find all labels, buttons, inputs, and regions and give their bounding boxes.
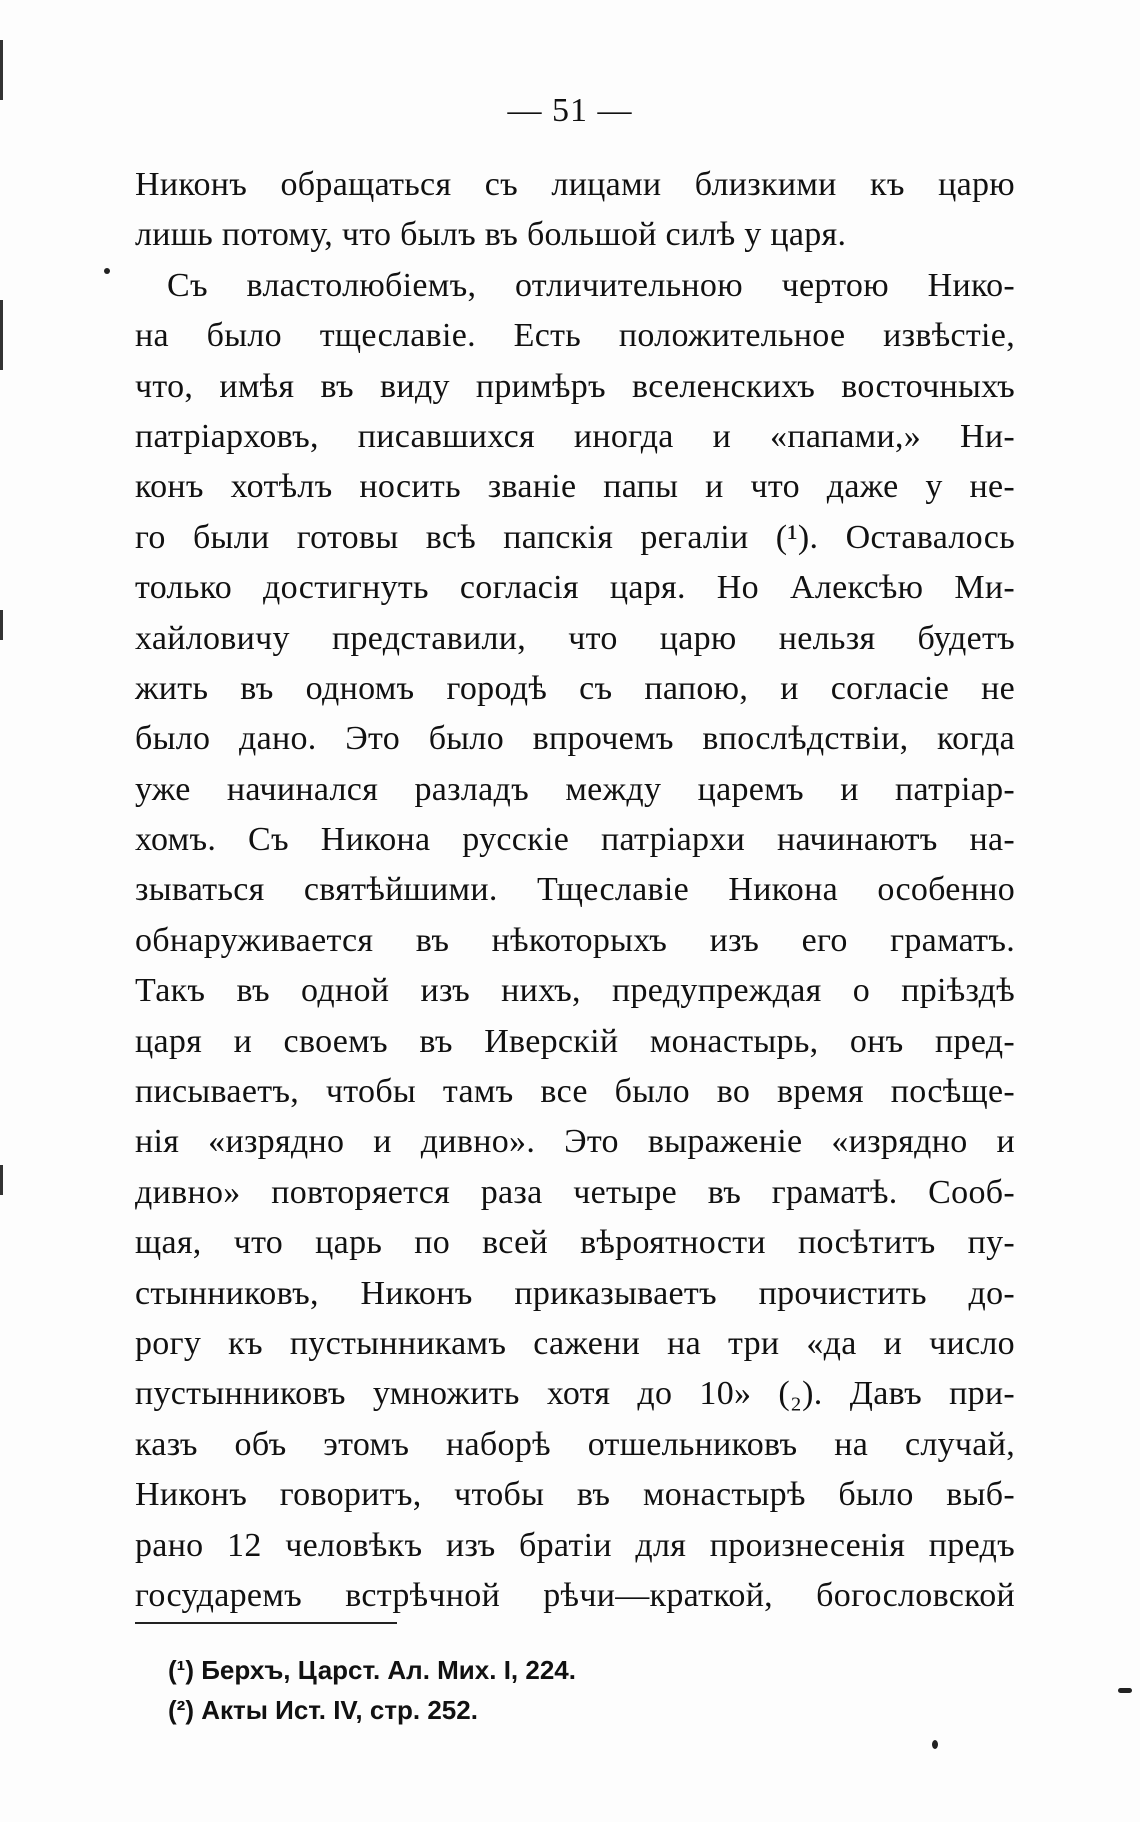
text-line: рано 12 человѣкъ изъ братіи для произнесенія предъ: [135, 1526, 1015, 1564]
text-line: хомъ. Съ Никона русскіе патріархи начинаютъ на-: [135, 821, 1015, 859]
text-line: пустынниковъ умножить хотя до 10» (₂). Давъ при-: [135, 1375, 1015, 1413]
footnotes: [168, 1650, 868, 1730]
scan-edge-mark: [0, 1165, 3, 1195]
scan-edge-mark: [0, 300, 3, 370]
scan-edge-mark: [0, 610, 3, 640]
text-line: было дано. Это было впрочемъ впослѣдствіи, когда: [135, 720, 1015, 758]
scan-speck: [1118, 1688, 1132, 1693]
text-line: щая, что царь по всей вѣроятности посѣтитъ пу-: [135, 1224, 1015, 1262]
text-line: лишь потому, что былъ въ большой силѣ у царя.: [135, 216, 847, 254]
page-number: — 51 —: [507, 92, 633, 129]
text-line: Съ властолюбіемъ, отличительною чертою Нико-: [167, 266, 1015, 304]
text-line: стынниковъ, Никонъ приказываетъ прочистить до-: [135, 1274, 1015, 1312]
text-line: жить въ одномъ городѣ съ папою, и согласіе не: [135, 669, 1015, 707]
text-line: Никонъ обращаться съ лицами близкими къ царю: [135, 166, 1015, 203]
footnote: (²) Акты Ист. IV, стр. 252.: [168, 1695, 478, 1725]
text-line: обнаруживается въ нѣкоторыхъ изъ его граматъ.: [135, 921, 1015, 959]
text-line: хайловичу представили, что царю нельзя будетъ: [135, 619, 1015, 657]
text-line: патріарховъ, писавшихся иногда и «папами,» Ни-: [135, 417, 1015, 455]
text-line: на было тщеславіе. Есть положительное извѣстіе,: [135, 317, 1015, 355]
text-line: государемъ встрѣчной рѣчи—краткой, богословской: [135, 1576, 1015, 1614]
text-line: Такъ въ одной изъ нихъ, предупреждая о пріѣздѣ: [135, 972, 1015, 1010]
scan-edge-mark: [0, 40, 3, 100]
text-line: писываетъ, чтобы тамъ все было во время посѣще-: [135, 1073, 1015, 1111]
text-line: что, имѣя въ виду примѣръ вселенскихъ восточныхъ: [135, 367, 1015, 405]
text-line: царя и своемъ въ Иверскій монастырь, онъ пред-: [135, 1022, 1015, 1060]
text-line: рогу къ пустынникамъ сажени на три «да и число: [135, 1324, 1015, 1362]
text-line: конъ хотѣлъ носить званіе папы и что даже у не-: [135, 468, 1015, 506]
footnote-divider: [135, 1622, 397, 1624]
text-line: уже начинался разладъ между царемъ и патріар-: [135, 770, 1015, 808]
text-line: Никонъ говоритъ, чтобы въ монастырѣ было выб-: [135, 1476, 1015, 1514]
text-line: дивно» повторяется раза четыре въ граматѣ. Сооб-: [135, 1173, 1015, 1211]
scan-speck: [104, 268, 110, 274]
text-line: го были готовы всѣ папскія регаліи (¹). Оставалось: [135, 518, 1015, 556]
text-line: зываться святѣйшими. Тщеславіе Никона особенно: [135, 871, 1015, 909]
text-line: только достигнуть согласія царя. Но Алексѣю Ми-: [135, 569, 1015, 607]
text-line: казъ объ этомъ наборѣ отшельниковъ на случай,: [135, 1425, 1015, 1463]
text-line: нія «изрядно и дивно». Это выраженіе «изрядно и: [135, 1123, 1015, 1161]
footnote: (¹) Берхъ, Царст. Ал. Мих. I, 224.: [168, 1655, 576, 1685]
body-text: [135, 160, 1015, 1621]
scan-speck: [932, 1740, 938, 1749]
